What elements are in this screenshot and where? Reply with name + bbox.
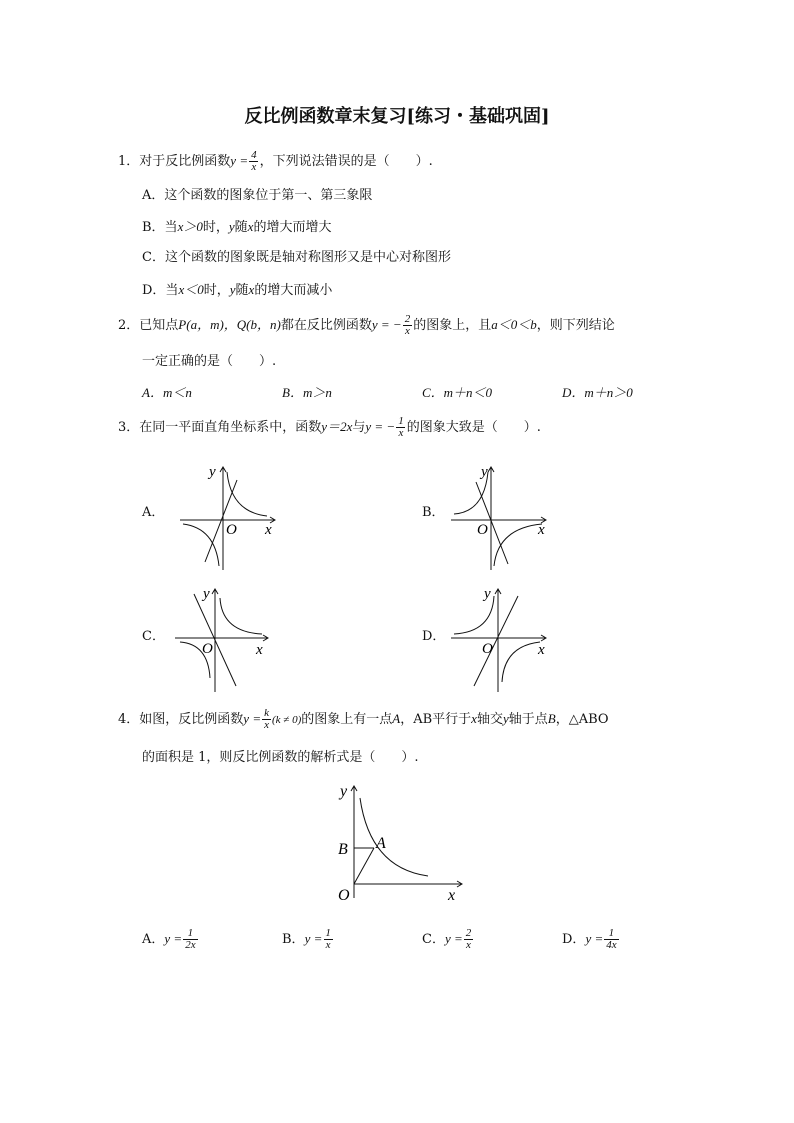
option-variable: y <box>229 282 236 297</box>
fraction-denominator: x <box>398 427 404 439</box>
function-lhs: y = <box>444 931 463 946</box>
axis-label-y: y <box>203 586 210 602</box>
option-variable: x <box>248 282 255 297</box>
graph-a <box>175 462 285 574</box>
option-1b <box>142 219 331 236</box>
fraction-numerator: 1 <box>398 415 404 427</box>
option-text: B．当 <box>142 220 178 235</box>
option-4c <box>422 924 474 954</box>
fraction-numerator: k <box>264 707 269 719</box>
option-text: 的增大而减小 <box>254 283 333 298</box>
option-4a <box>142 924 199 954</box>
option-text: 时， <box>202 220 229 235</box>
option-label: A． <box>142 932 165 947</box>
fraction <box>464 928 474 951</box>
fraction-denominator: x <box>404 325 410 337</box>
option-4b <box>282 924 334 954</box>
graph-label-b: B． <box>422 505 445 520</box>
option-variable: y <box>228 219 235 234</box>
function-lhs: y = <box>304 931 323 946</box>
linear-function: y＝2x <box>321 419 353 434</box>
question-text: 与 <box>352 420 366 435</box>
hyperbola-branch <box>183 524 219 566</box>
question-number: 4． <box>118 712 140 727</box>
function-lhs: y = <box>164 931 183 946</box>
option-4d <box>562 924 620 954</box>
fraction-numerator: 1 <box>608 927 615 939</box>
option-variable: x <box>247 219 254 234</box>
option-2d: D．m＋n＞0 <box>562 385 633 400</box>
graph-label-d: D． <box>422 629 446 644</box>
option-text: 时， <box>203 283 230 298</box>
question-text: 的图象大致是（ ）. <box>406 420 541 435</box>
question-text: ，下列说法错误的是（ ）. <box>259 154 433 169</box>
graph-b <box>446 462 556 574</box>
option-text: 的增大而增大 <box>253 220 332 235</box>
condition: a＜0＜b <box>491 317 537 332</box>
question-text: 在同一平面直角坐标系中，函数 <box>139 420 322 435</box>
function-lhs: y = <box>230 153 249 168</box>
axis-label-x: x <box>538 642 545 658</box>
question-1 <box>118 148 433 174</box>
hyperbola-curve <box>360 798 428 876</box>
axis-label-y: y <box>209 464 216 480</box>
question-text: 的图象上有一点 <box>301 712 393 727</box>
function-lhs: y = − <box>365 419 396 434</box>
option-1c: C．这个函数的图象既是轴对称图形又是中心对称图形 <box>142 250 451 265</box>
condition: (k ≠ 0) <box>271 714 302 726</box>
axis-label-x: x <box>448 887 456 904</box>
points: P(a，m)，Q(b，n) <box>178 317 281 332</box>
question-2 <box>118 311 615 339</box>
origin-label: O <box>202 641 213 657</box>
question-text: ，AB平行于 <box>400 712 472 727</box>
axis-label-y: y <box>481 464 488 480</box>
fraction-numerator: 1 <box>325 927 331 939</box>
axis-label-x: x <box>256 642 263 658</box>
axis-name: x <box>471 711 477 726</box>
hyperbola-branch <box>220 598 262 634</box>
question-text: 已知点 <box>139 318 179 333</box>
origin-label: O <box>226 522 237 538</box>
hyperbola-branch <box>227 472 267 516</box>
option-condition: x＜0 <box>178 282 204 297</box>
question-3 <box>118 413 541 441</box>
fraction-denominator: x <box>251 161 257 173</box>
fraction-denominator: x <box>466 939 471 951</box>
fraction <box>249 150 259 173</box>
graph-c <box>170 584 280 696</box>
fraction-denominator: 2x <box>185 939 196 951</box>
fraction <box>403 314 413 337</box>
axis-label-x: x <box>538 522 545 538</box>
graph-label-c: C． <box>142 629 165 644</box>
page-title: 反比例函数章末复习[练习・基础巩固] <box>244 106 550 127</box>
question-number: 2． <box>118 318 140 333</box>
point-label: B <box>547 711 556 726</box>
question-text: 轴交 <box>476 712 503 727</box>
question-text: 的图象上，且 <box>413 318 492 333</box>
point-label-b: B <box>338 841 348 858</box>
hyperbola-branch <box>502 642 540 682</box>
axis-name: y <box>502 711 509 726</box>
fraction-numerator: 2 <box>404 313 411 325</box>
figure-q4 <box>330 780 470 905</box>
option-text: 随 <box>234 220 248 235</box>
function-lhs: y = <box>585 931 604 946</box>
line-graph <box>474 596 518 686</box>
option-text: D．当 <box>142 283 179 298</box>
origin-label: O <box>338 887 350 904</box>
axis-label-x: x <box>265 522 272 538</box>
question-4-line2: 的面积是 1，则反比例函数的解析式是（ ）. <box>142 750 419 765</box>
origin-label: O <box>482 641 493 657</box>
question-text: ，则下列结论 <box>536 318 615 333</box>
point-label: A <box>392 711 401 726</box>
option-label: B． <box>282 932 305 947</box>
question-text: 对于反比例函数 <box>139 154 231 169</box>
option-2c: C．m＋n＜0 <box>422 385 493 400</box>
axis-label-y: y <box>340 783 348 800</box>
fraction-denominator: x <box>325 939 331 951</box>
function-lhs: y = <box>243 711 262 726</box>
question-text: 如图，反比例函数 <box>139 712 244 727</box>
function-lhs: y = − <box>371 317 402 332</box>
option-2b: B．m＞n <box>282 385 332 400</box>
question-text: ，△ABO <box>555 712 609 727</box>
origin-label: O <box>477 522 488 538</box>
fraction-denominator: x <box>264 719 269 731</box>
fraction <box>262 708 271 731</box>
option-1d <box>142 282 332 299</box>
question-text: 轴于点 <box>508 712 548 727</box>
graph-d <box>446 584 556 696</box>
graph-label-a: A． <box>142 505 165 520</box>
option-label: D． <box>562 932 586 947</box>
fraction-denominator: 4x <box>606 939 617 951</box>
option-1a: A．这个函数的图象位于第一、第三象限 <box>142 188 373 203</box>
point-label-a: A <box>376 835 386 852</box>
question-number: 3． <box>118 420 140 435</box>
fraction <box>396 416 406 439</box>
fraction-numerator: 2 <box>465 927 472 939</box>
fraction <box>183 928 197 951</box>
question-text: 都在反比例函数 <box>280 318 372 333</box>
fraction <box>323 928 333 951</box>
option-2a: A．m＜n <box>142 385 192 400</box>
fraction <box>604 928 618 951</box>
fraction-numerator: 1 <box>187 927 194 939</box>
question-4 <box>118 705 609 733</box>
hyperbola-branch <box>494 524 542 566</box>
segment-oa <box>354 848 374 884</box>
fraction-numerator: 4 <box>251 149 257 161</box>
question-number: 1． <box>118 154 140 169</box>
question-2-line2: 一定正确的是（ ）. <box>142 354 277 369</box>
option-text: 随 <box>235 283 249 298</box>
option-condition: x＞0 <box>177 219 203 234</box>
option-label: C． <box>422 932 445 947</box>
axis-label-y: y <box>484 586 491 602</box>
